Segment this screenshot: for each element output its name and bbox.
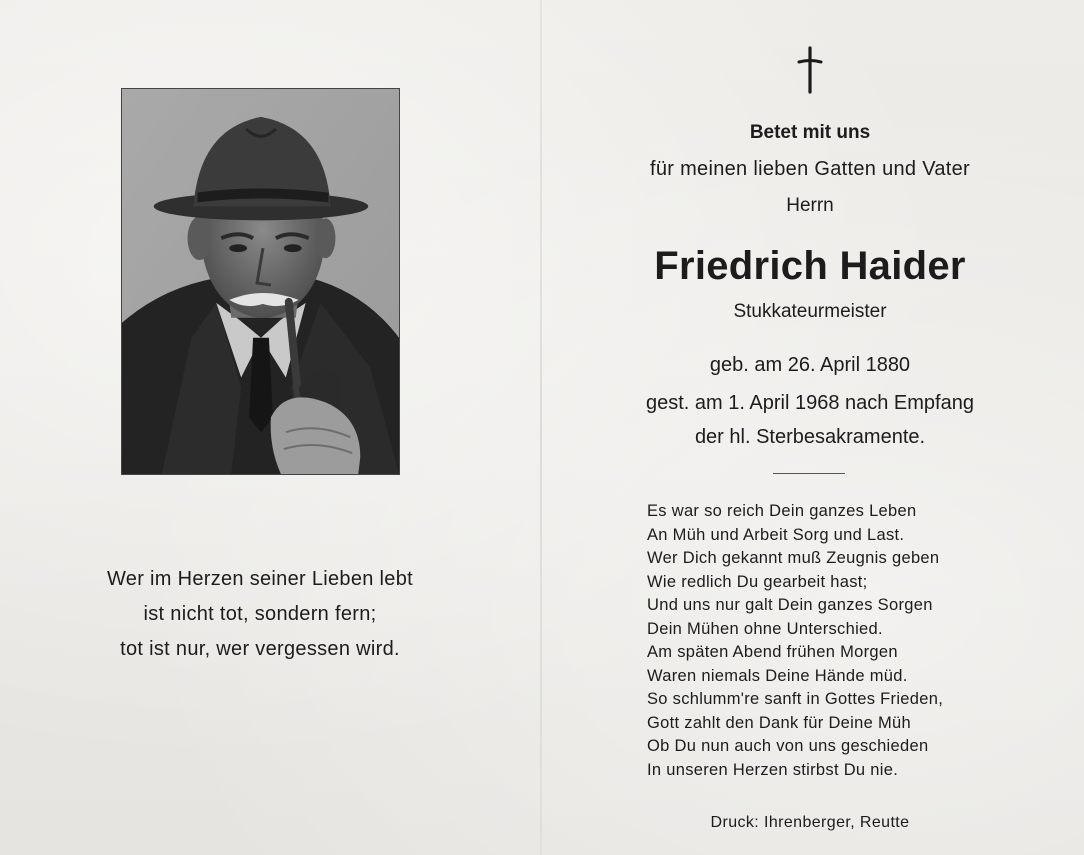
prayer-call: Betet mit uns <box>749 122 871 143</box>
divider <box>773 473 845 474</box>
dedication: für meinen lieben Gatten und Vater <box>649 158 971 180</box>
poem-line: So schlumm're sanft in Gottes Frieden, <box>647 690 944 708</box>
poem-line: Dein Mühen ohne Unterschied. <box>647 619 883 638</box>
verse-line: tot ist nur, wer vergessen wird. <box>120 638 400 660</box>
occupation: Stukkateurmeister <box>733 301 887 322</box>
fold-line <box>540 0 542 855</box>
poem-line: Ob Du nun auch von uns geschieden <box>647 737 929 755</box>
poem-line: Gott zahlt den Dank für Deine Müh <box>647 713 911 732</box>
poem-line: Es war so reich Dein ganzes Leben <box>647 502 917 520</box>
poem-line: An Müh und Arbeit Sorg und Last. <box>647 525 905 544</box>
poem-line: Wer Dich gekannt muß Zeugnis geben <box>647 549 940 567</box>
portrait-illustration <box>122 89 399 474</box>
verse-line: ist nicht tot, sondern fern; <box>143 603 377 625</box>
deceased-name: Friedrich Haider <box>654 244 966 288</box>
death-date: gest. am 1. April 1968 nach Empfang <box>646 392 974 414</box>
poem-line: Am späten Abend frühen Morgen <box>647 643 898 661</box>
right-panel <box>560 0 1060 855</box>
verse-line: Wer im Herzen seiner Lieben lebt <box>106 568 414 590</box>
left-verse <box>40 562 480 667</box>
portrait-photo <box>121 88 400 475</box>
poem <box>647 500 943 782</box>
poem-line: Waren niemals Deine Hände müd. <box>647 666 908 685</box>
birth-date: geb. am 26. April 1880 <box>709 354 911 376</box>
title: Herrn <box>786 195 834 216</box>
poem-line: Wie redlich Du gearbeit hast; <box>647 572 868 591</box>
printer-credit: Druck: Ihrenberger, Reutte <box>710 814 910 831</box>
poem-line: In unseren Herzen stirbst Du nie. <box>647 760 899 779</box>
sacraments: der hl. Sterbesakramente. <box>694 426 926 448</box>
poem-line: Und uns nur galt Dein ganzes Sorgen <box>647 596 933 614</box>
cross-icon <box>796 46 824 94</box>
